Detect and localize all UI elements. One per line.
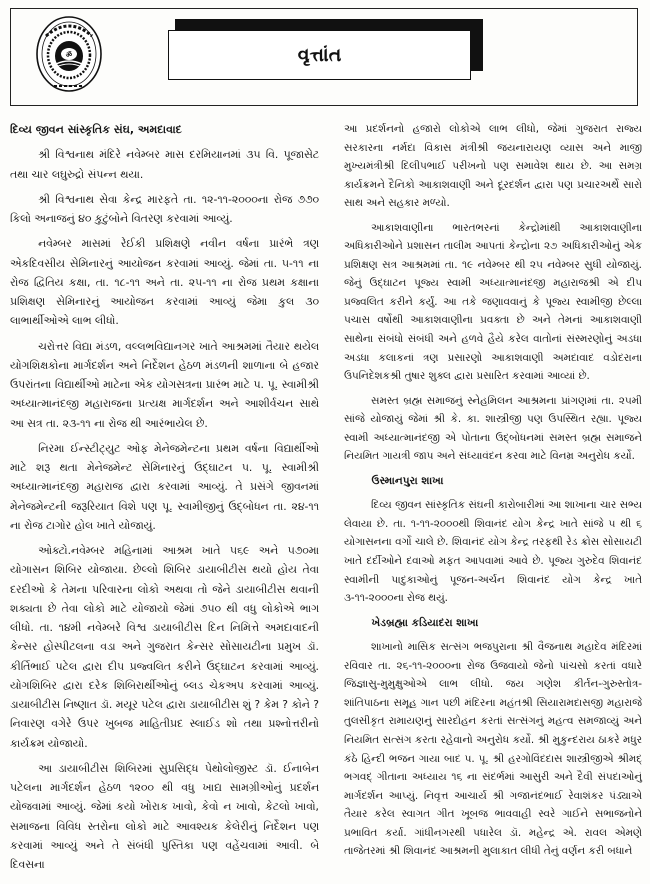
right-column: [344, 120, 642, 867]
organization-seal-icon: [34, 14, 104, 94]
left-column: [10, 120, 319, 880]
paragraph: દિવ્ય જીવન સાંસ્કૃતિક સંઘની કારોબારીમાં આ શાખાના ચાર સભ્ય લેવાયા છે. તા. ૧-૧૧-૨૦૦૦થી શિવાનંદ યોગ કેન્દ્ર ખાતે સાંજે ૫ થી ૬ યોગાસનના વર્ગો ચાલે છે. શિવાનંદ યોગ કેન્દ્ર તરફથી રેડ ક્રોસ સોસાયટી ખાતે દર્દીઓને દવાઓ મફત આપવામાં આવે છે. પૂજ્ય ગુરુદેવ શિવાનંદ સ્વામીની પાદુકાઓનું પૂજન-અર્ચન શિવાનંદ યોગ કેન્દ્ર ખાતે ૩-૧૧-૨૦૦૦ના રોજ થયું.: [344, 499, 642, 605]
paragraph: આ ડાયાબીટીસ શિબિરમાં સુપ્રસિદ્ધ પેથોલોજીસ્ટ ડૉ. ઈનાબેન પટેલના માર્ગદર્શન હેઠળ ૧૨૦૦ થી વધુ ખાદ્ય સામગ્રીઓનું પ્રદર્શન યોજવામાં આવ્યું. જેમાં કયો ખોરાક ખાવો, કેવો ન ખાવો, કેટલો ખાવો, સમાજના વિવિધ સ્તરોના લોકો માટે આવશ્યક કેલેરીનું નિર્દેશન પણ કરવામાં આવ્યું અને તે સંબંધી પુસ્તિકા પણ વહેંચવામાં આવી. બે દિવસના: [10, 761, 319, 871]
title-box: [168, 30, 471, 80]
paragraph: ચરોત્તર વિદ્યા મંડળ, વલ્લભવિદ્યાનગર ખાતે આશ્રમમાં તૈયાર થયેલ યોગશિક્ષકોના માર્ગદર્શન અને નિર્દેશન હેઠળ મંડળની શાળાના બે હજાર ઉપરાંતના વિદ્યાર્થીઓ માટેના એક યોગસત્રના પ્રારંભ માટે પ. પૂ. સ્વામીશ્રી અધ્યાત્માનંદજી મહારાજના પ્રત્યક્ષ માર્ગદર્શન અને આશીર્વચન સાથે આ સત્ર તા. ૨૩-૧૧ ના રોજ થી આરંભાયેલ છે.: [10, 339, 319, 430]
paragraph: ઓક્ટો.નવેમ્બર મહિનામાં આશ્રમ ખાતે ૫૬૯ અને ૫૭૦મા યોગાસન શિબિર યોજાયા. છેલ્લો શિબિર ડાયાબીટીસ થયો હોય તેવા દરદીઓ કે તેમના પરિવારના લોકો અથવા તો જેને ડાયાબીટીસ થવાની શક્યતા છે તેવા લોકો માટે યોજાયો જેમાં ૭૫૦ થી વધુ લોકોએ ભાગ લીધો. તા. ૧૪મી નવેમ્બરે વિશ્વ ડાયાબીટીસ દિન નિમિત્તે અમદાવાદની કેન્સર હોસ્પીટલના વડા અને ગુજરાત કેન્સર સોસાયટીના પ્રમુખ ડૉ. કીર્તિભાઈ પટેલ દ્વારા દીપ પ્રજ્વલિત કરીને ઉદ્‌ઘાટન કરવામાં આવ્યું. યોગશિબિર દ્વારા દરેક શિબિરાર્થીઓનું બ્લડ ચેકઅપ કરવામાં આવ્યું. ડાયાબીટીસ નિષ્ણાત ડૉ. મયૂર પટેલ દ્વારા ડાયાબીટીસ શું ? કેમ ? કોને ? નિવારણ વગેરે ઉપર ખુબજ માહિતીપ્રદ સ્લાઈડ શો તથા પ્રશ્નોત્તરીનો કાર્યક્રમ યોજાયો.: [10, 544, 319, 750]
paragraph: શ્રી વિશ્વનાથ મંદિરે નવેમ્બર માસ દરમિયાનમાં ૩૫ વિ. પૂજાસેટ તથા ચાર લઘુરુદ્રો સંપન્ન થયા.: [10, 148, 319, 181]
paragraph: આ પ્રદર્શનનો હજારો લોકોએ લાભ લીધો, જેમાં ગુજરાત રાજ્ય સરકારના નર્મદા વિકાસ મંત્રીશ્રી જયનારાયણ વ્યાસ અને માજી મુખ્યમંત્રીશ્રી દિલીપભાઈ પરીખનો પણ સમાવેશ થાય છે. આ સમગ્ર કાર્યક્રમને દૈનિકો આકાશવાણી અને દૂરદર્શન દ્વારા પણ પ્રચારઅર્થે સારો સાથ અને સહકાર મળ્યો.: [344, 123, 642, 210]
paragraph: નવેમ્બર માસમાં રેઈકી પ્રશિક્ષણે નવીન વર્ષના પ્રારંભે ત્રણ એકદિવસીય સેમિનારનું આયોજન કરવામાં આવ્યું. જેમાં તા. ૫-૧૧ ના રોજ દ્વિતિય કક્ષા, તા. ૧૮-૧૧ અને તા. ૨૫-૧૧ ના રોજ પ્રથમ કક્ષાના પ્રશિક્ષણ સેમિનારનું આયોજન કરવામાં આવ્યું જેમા કુલ ૩૦ લાભાર્થીઓએ લાભ લીધો.: [10, 237, 319, 328]
paragraph: શાખાનો માસિક સત્સંગ ભજપુરાના શ્રી વૈજનાથ મહાદેવ મંદિરમાં રવિવાર તા. ૨૬-૧૧-૨૦૦૦ના રોજ ઉજવાયો જેનો પાંચસો કરતાં વધારે જિજ્ઞાસુ-મુમુક્ષુઓએ લાભ લીધો. જય ગણેશ કીર્તન-ગુરુસ્તોત્ર-શાંતિપાઠના સમૂહ ગાન પછી મંદિરના મહંતશ્રી સિયારામદાસજી મહારાજે તુલસીકૃત રામાયણનું સારદોહન કરતાં સત્સંગનું મહત્વ સમજાવ્યું અને નિયમિત સત્સંગ કરતા રહેવાનો અનુરોધ કર્યો. શ્રી મુકુન્દરાય ઠાકરે મધુર કંઠે હિન્દી ભજન ગાયા બાદ પ. પૂ. શ્રી હરગોવિંદદાસ શાસ્ત્રીજીએ શ્રીમદ્ ભગવદ્ ગીતાના અધ્યાય ૧૬ ના સંદર્ભમાં આસુરી અને દૈવી સંપદાઓનું માર્ગદર્શન આપ્યું. નિવૃત્ત આચાર્ય શ્રી ગજાનંદભાઈ રેવાશંકર પંડ્યાએ તૈયાર કરેલ સ્વાગત ગીત ખૂબજ ભાવવાહી સ્વરે ગાઈને સભાજનોને પ્રભાવિત કર્યા. ગાંધીનગરથી પધારેલ ડૉ. મહેન્દ્ર એ. રાવલ એમણે તાજેતરમાં શ્રી શિવાનંદ આશ્રમની મુલાકાત લીધી તેનું વર્ણન કરી બધાને: [344, 641, 642, 858]
paragraph: નિરમા ઈન્સ્ટીટ્યુટ ઓફ મેનેજમેન્ટના પ્રથમ વર્ષના વિદ્યાર્થીઓ માટે શરૂ થતા મેનેજમેન્ટ સેમિનારનું ઉદ્‌ઘાટન પ. પૂ. સ્વામીશ્રી અધ્યાત્માનંદજી મહારાજ દ્વારા કરવામાં આવ્યું. તે પ્રસંગે જીવનમાં મેનેજમેન્ટની જરૂરિયાત વિશે પણ પૂ. સ્વામીજીનું ઉદ્‌બોધન તા. ૨૪-૧૧ ના રોજ ટાગોર હોલ ખાતે યોજાયું.: [10, 441, 319, 532]
section-heading-usmanpura: ઉસ્માનપુરા શાખા: [371, 474, 444, 487]
paragraph: શ્રી વિશ્વનાથ સેવા કેન્દ્ર મારફતે તા. ૧૨-૧૧-૨૦૦૦ના રોજ ૭૭૦ કિલો અનાજનું ૪૦ કુટુંબોને વિતરણ કરવામાં આવ્યું.: [10, 192, 319, 225]
paragraph: સમસ્ત બ્રહ્મ સમાજનું સ્નેહમિલન આશ્રમના પ્રાંગણમાં તા. ૨૫મી સાંજે યોજાયું જેમાં શ્રી કે. કા. શાસ્ત્રીજી પણ ઉપસ્થિત રહ્યા. પૂજ્ય સ્વામી અધ્યાત્માનંદજી એ પોતાના ઉદ્‌બોધનમાં સમસ્ત બ્રહ્મ સમાજને નિયમિત ગાયત્રી જાપ અને સંધ્યાવંદન કરવા માટે વિનમ્ર અનુરોધ કર્યો.: [344, 394, 642, 463]
paragraph: આકાશવાણીના ભારતભરનાં કેન્દ્રોમાંથી આકાશવાણીના અધિકારીઓને પ્રશાસન તાલીમ આપતાં કેન્દ્રોના ૨૭ અધિકારીઓનું એક પ્રશિક્ષણ સત્ર આશ્રમમાં તા. ૧૯ નવેમ્બર થી ૨૫ નવેમ્બર સુધી યોજાયું. જેનું ઉદ્‌ઘાટન પૂજ્ય સ્વામી અધ્યાત્માનંદજી મહારાજશ્રી એ દીપ પ્રજ્વલિત કરીને કર્યું. આ તકે જણાવવાનું કે પૂજ્ય સ્વામીજી છેલ્લા પચાસ વર્ષોથી આકાશવાણીના પ્રવક્તા છે અને તેમનાં આકાશવાણી સાથેના સંબંધો સંબંધી અને હળવે હૈયે કરેલ વાતોનાં સંસ્મરણોનું અડધા અડધા કલાકનાં ત્રણ પ્રસારણો આકાશવાણી અમદાવાદ વડોદરાના ઉપનિદેશકશ્રી તુષાર શુક્લ દ્વારા પ્રસારિત કરવામાં આવ્યાં છે.: [344, 221, 642, 383]
section-heading-amdavad: દિવ્ય જીવન સાંસ્કૃતિક સંઘ, અમદાવાદ: [10, 123, 182, 136]
svg-text:ॐ: ॐ: [65, 51, 73, 59]
section-heading-khedbrahma: ખેડબ્રહ્મા કડિયાદરા શાખા: [371, 616, 479, 629]
page-title: વૃત્તાંત: [297, 44, 342, 66]
